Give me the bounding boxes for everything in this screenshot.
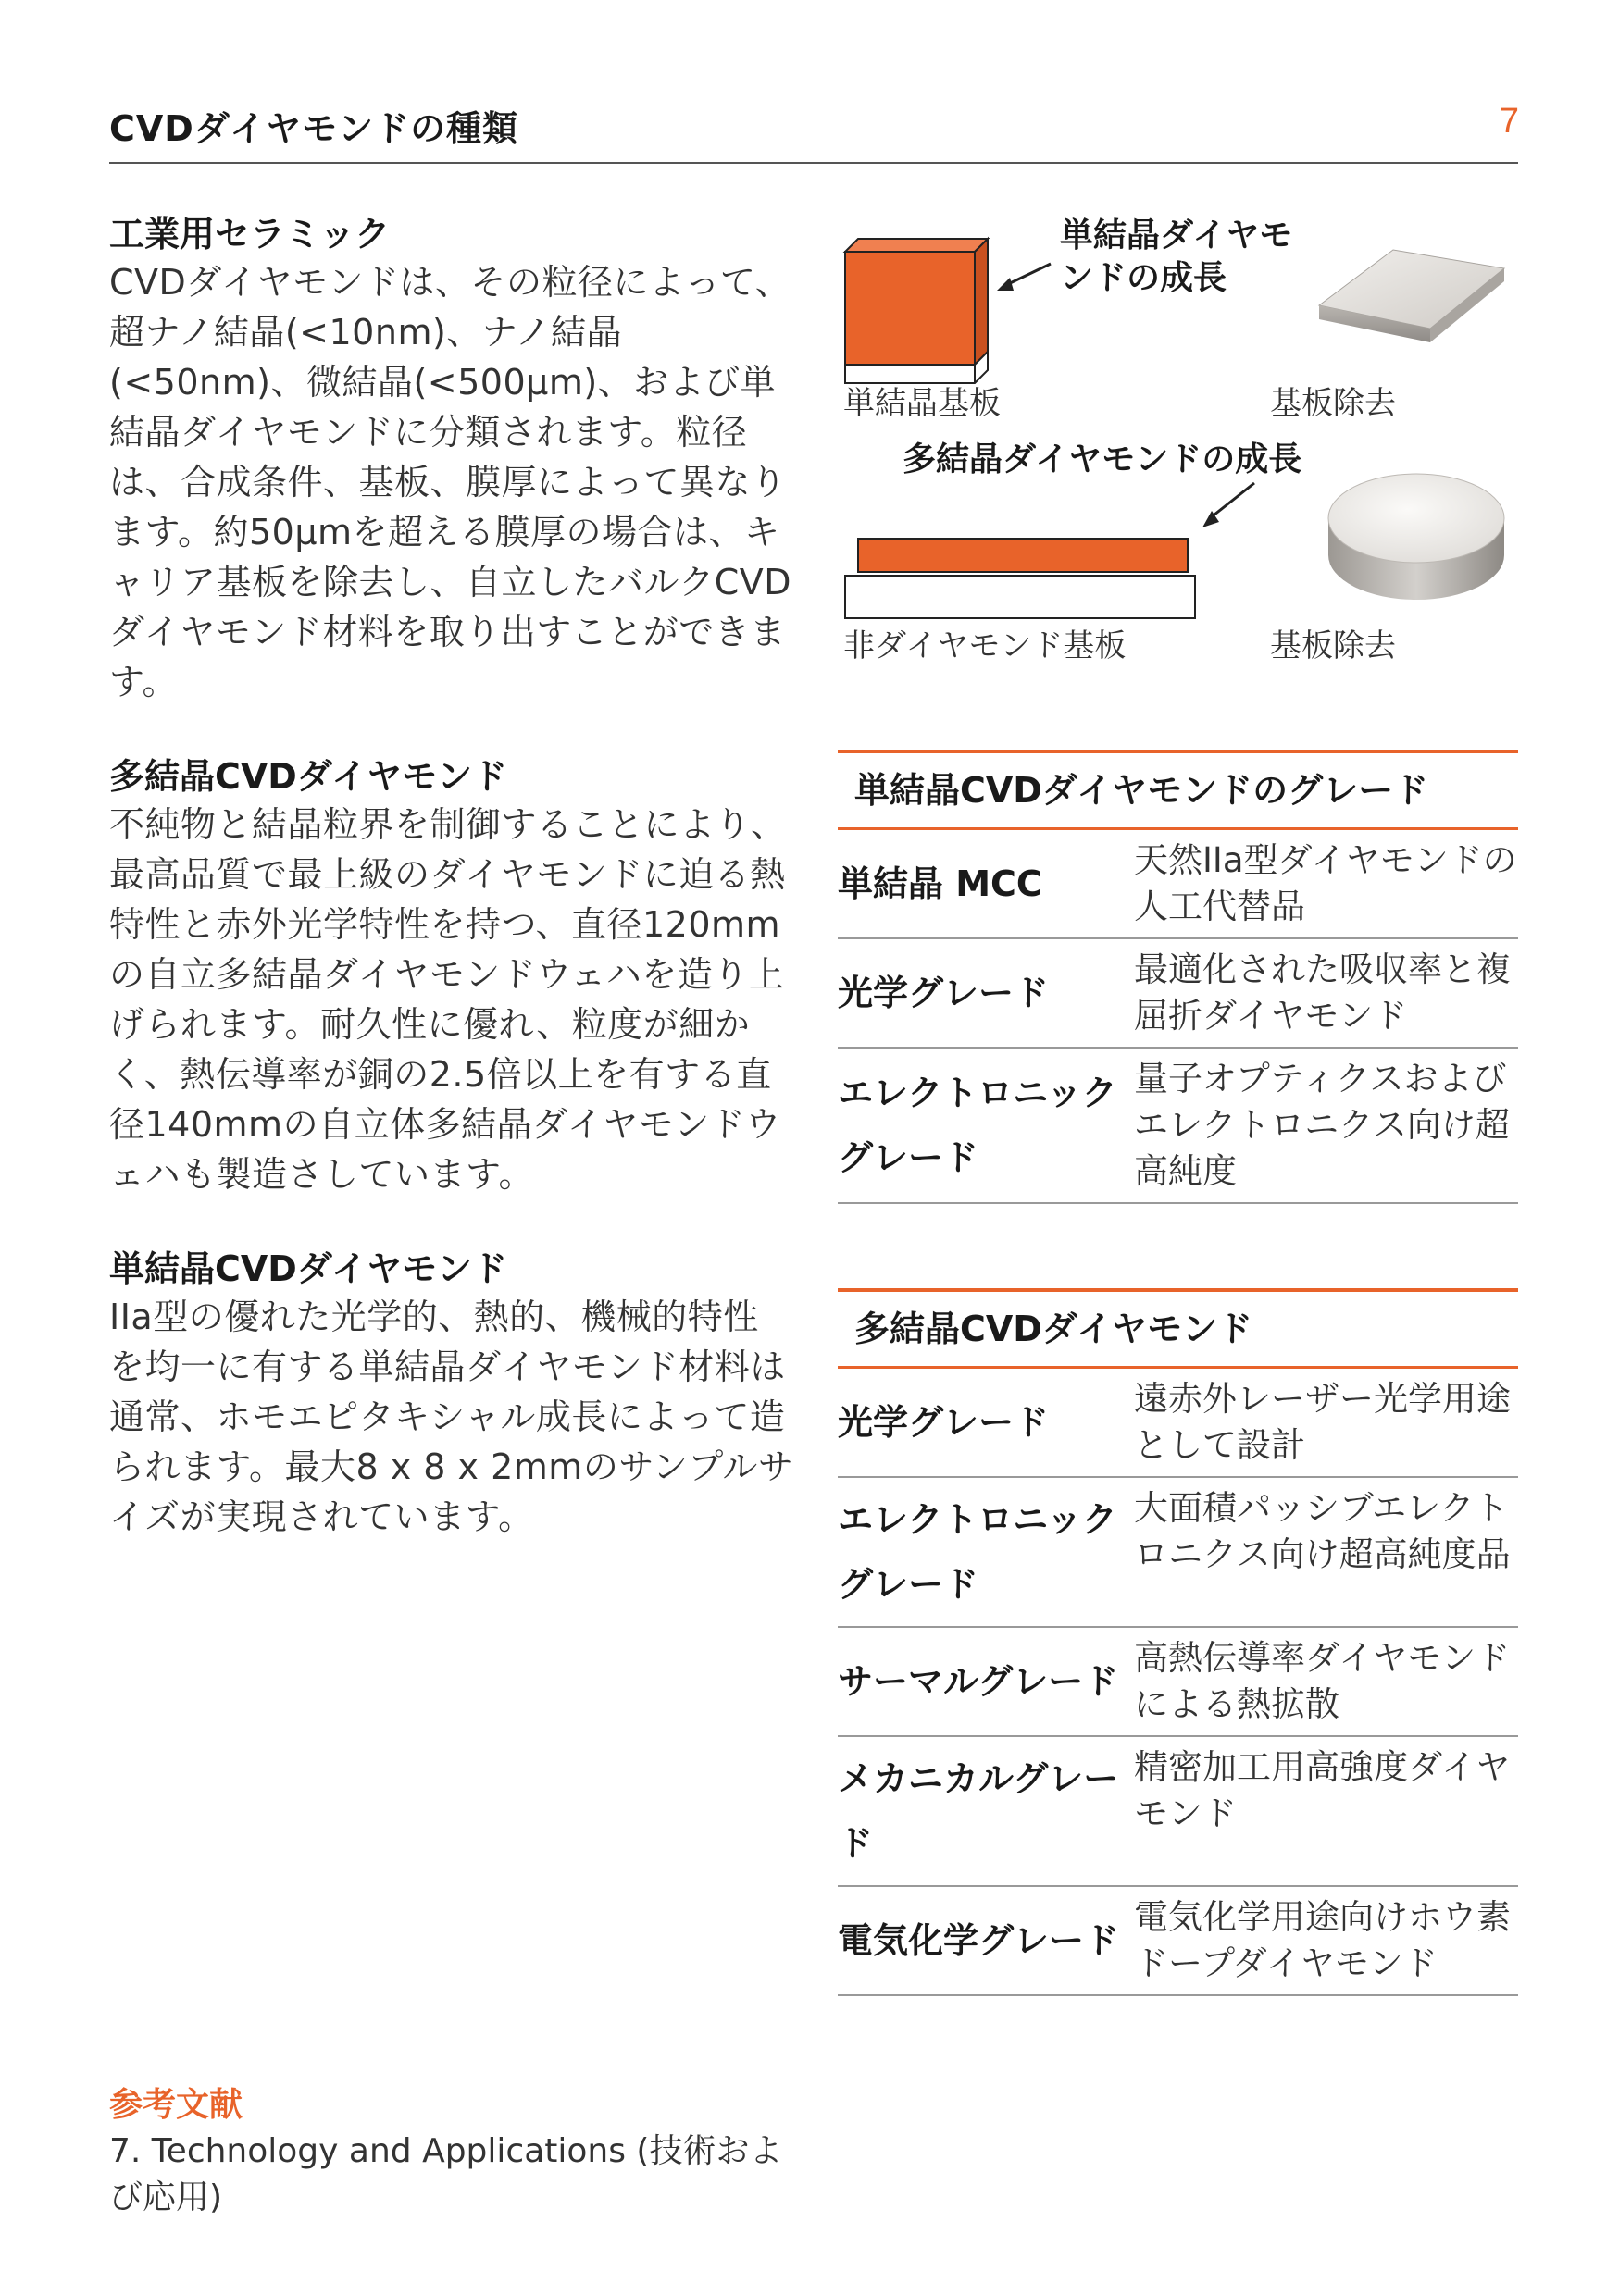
polycrystalline-disc-image [1328, 474, 1504, 600]
section-heading: 工業用セラミック [109, 214, 391, 254]
grade-description: 電気化学用途向けホウ素ドープダイヤモンド [1134, 1897, 1511, 1983]
table-row [838, 1049, 1518, 1204]
left-column [109, 211, 794, 1588]
section-heading: 多結晶CVDダイヤモンド [109, 756, 508, 797]
polycrystalline-layers [845, 539, 1195, 618]
table-row [838, 1628, 1518, 1737]
single-crystal-plate-image [1319, 250, 1504, 342]
grade-description: 精密加工用高強度ダイヤモンド [1134, 1747, 1511, 1833]
label-non-diamond-substrate: 非ダイヤモンド基板 [843, 627, 1127, 664]
table-row [838, 830, 1518, 939]
table-title: 多結晶CVDダイヤモンド [838, 1288, 1518, 1369]
label-substrate-removed: 基板除去 [1270, 627, 1396, 664]
reference-item: 7. Technology and Applications (技術および応用) [109, 2132, 783, 2216]
arrow-poly [1202, 483, 1254, 527]
callout-poly-growth: 多結晶ダイヤモンドの成長 [903, 441, 1302, 478]
references-heading: 参考文献 [109, 2086, 243, 2124]
grade-name: 電気化学グレード [838, 1920, 1120, 1961]
grade-description: 遠赤外レーザー光学用途として設計 [1134, 1379, 1511, 1465]
table-row [838, 1369, 1518, 1478]
grade-name: 光学グレード [838, 1402, 1050, 1443]
table-row [838, 1887, 1518, 1996]
page-title: CVDダイヤモンドの種類 [109, 108, 519, 149]
section-body: 不純物と結晶粒界を制御することにより、最高品質で最上級のダイヤモンドに迫る熱特性と赤外光学特性を持つ、直径120mmの自立多結晶ダイヤモンドウェハを造り上げられます。耐久性に優れ、粒度が細かく、熱伝導率が銅の2.5倍以上を有する直径140mmの自立体多結晶ダイヤモンドウェハも製造さしています。 [109, 804, 787, 1195]
callout-line: 単結晶ダイヤモ [1060, 217, 1293, 254]
grade-name: 単結晶 MCC [838, 863, 1042, 904]
growth-diagram [838, 213, 1518, 676]
table-title: 単結晶CVDダイヤモンドのグレード [838, 750, 1518, 830]
references [109, 2082, 794, 2221]
grade-name: サーマルグレード [838, 1661, 1119, 1702]
polycrystalline-grades-table [838, 1288, 1518, 1996]
grade-description: 最適化された吸収率と複屈折ダイヤモンド [1134, 949, 1511, 1036]
section-heading: 単結晶CVDダイヤモンド [109, 1248, 508, 1289]
grade-name: 光学グレード [838, 973, 1050, 1013]
label-single-substrate: 単結晶基板 [843, 385, 1001, 422]
label-substrate-removed: 基板除去 [1270, 385, 1396, 422]
table-row [838, 939, 1518, 1049]
section-body: CVDダイヤモンドは、その粒径によって、超ナノ結晶(<10nm)、ナノ結晶(<50nm)、微結晶(<500μm)、および単結晶ダイヤモンドに分類されます。粒径は、合成条件、基板、膜厚によって異なります。約50μmを超える膜厚の場合は、キャリア基板を除去し、自立したバルクCVDダイヤモンド材料を取り出すことができます。 [109, 262, 792, 702]
grade-description: 天然IIa型ダイヤモンドの人工代替品 [1134, 840, 1517, 926]
callout-single-growth [1060, 215, 1292, 300]
table-row [838, 1737, 1518, 1887]
grade-name: エレクトロニックグレード [838, 1073, 1117, 1178]
table-row [838, 1478, 1518, 1628]
section-single-crystal [109, 1246, 794, 1542]
grade-description: 量子オプティクスおよびエレクトロニクス向け超高純度 [1134, 1059, 1510, 1191]
grade-description: 高熱伝導率ダイヤモンドによる熱拡散 [1134, 1638, 1511, 1724]
single-crystal-grades-table [838, 750, 1518, 1204]
section-industrial-ceramic [109, 211, 794, 707]
single-crystal-block [845, 239, 988, 383]
callout-line: ンドの成長 [1060, 259, 1227, 297]
header-divider [109, 162, 1518, 164]
page-number: 7 [1499, 102, 1519, 141]
grade-description: 大面積パッシブエレクトロニクス向け超高純度品 [1134, 1488, 1511, 1574]
section-body: IIa型の優れた光学的、熱的、機械的特性を均一に有する単結晶ダイヤモンド材料は通常、ホモエピタキシャル成長によって造られます。最大8 x 8 x 2mmのサンプルサイズが実現されています。 [109, 1297, 794, 1537]
section-polycrystalline [109, 753, 794, 1199]
arrow-single [997, 264, 1051, 291]
grade-name: メカニカルグレード [838, 1758, 1119, 1864]
grade-name: エレクトロニックグレード [838, 1499, 1117, 1605]
